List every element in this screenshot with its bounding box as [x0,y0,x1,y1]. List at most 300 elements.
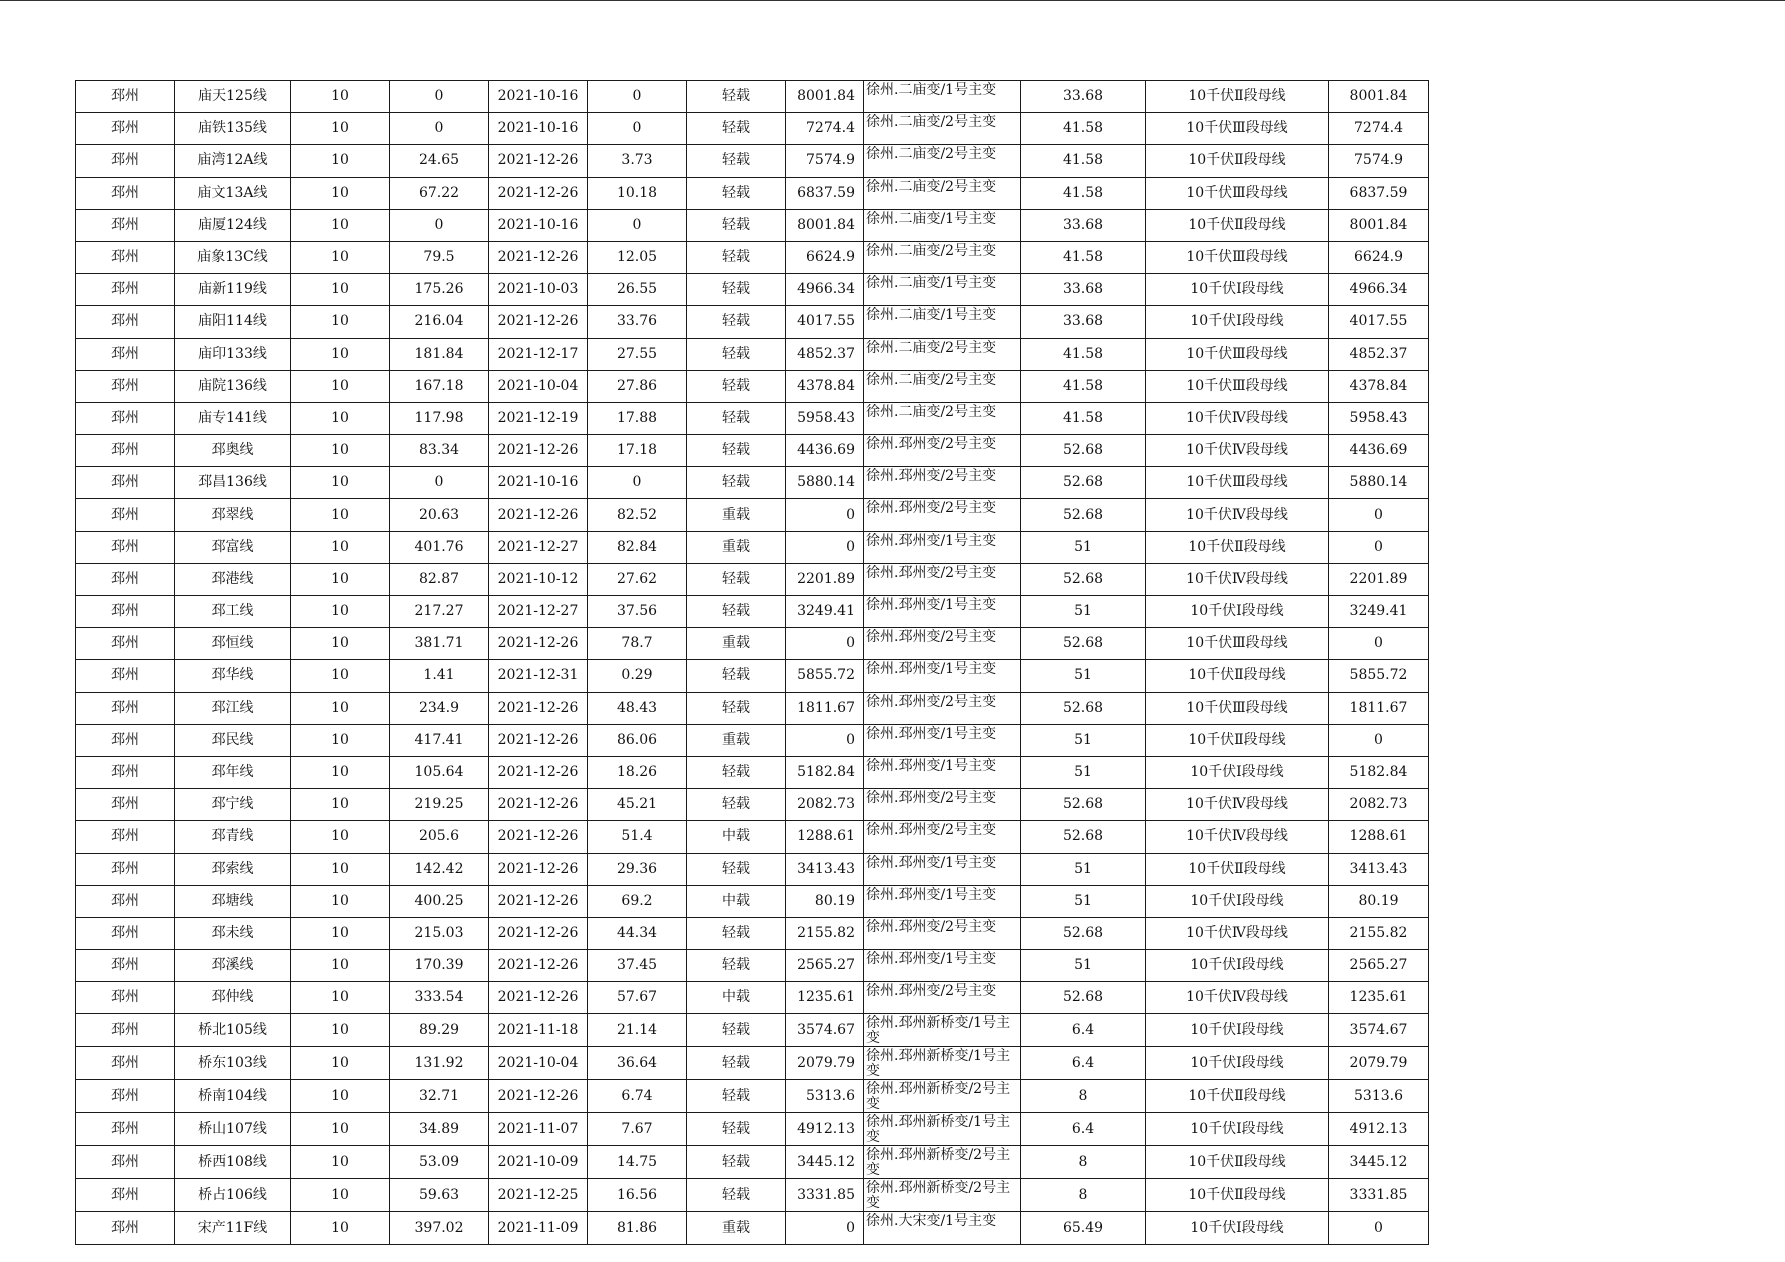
date-cell: 2021-12-26 [489,885,588,917]
transformer-cell: 徐州.二庙变/2号主变 [864,370,1021,402]
capacity-cell: 8001.84 [786,81,864,113]
transformer-cell: 徐州.邳州变/2号主变 [864,821,1021,853]
load-status-cell: 轻载 [687,917,786,949]
capacity-cell: 1288.61 [786,821,864,853]
date-cell: 2021-12-26 [489,435,588,467]
busbar-cell: 10千伏Ⅲ段母线 [1146,113,1329,145]
available-capacity-cell: 5880.14 [1329,467,1429,499]
table-body [76,81,1429,1245]
region-cell: 邳州 [76,402,175,434]
transformer-cell: 徐州.邳州变/2号主变 [864,692,1021,724]
table-row [76,435,1429,467]
date-cell: 2021-10-09 [489,1146,588,1179]
region-cell: 邳州 [76,241,175,273]
capacity-cell: 2079.79 [786,1047,864,1080]
line-name-cell: 庙新119线 [175,274,291,306]
available-capacity-cell: 6624.9 [1329,241,1429,273]
line-name-cell: 庙文13A线 [175,177,291,209]
available-capacity-cell: 0 [1329,1212,1429,1244]
busbar-cell: 10千伏Ⅰ段母线 [1146,1014,1329,1047]
load-rate-cell: 12.05 [588,241,687,273]
transformer-cell: 徐州.二庙变/1号主变 [864,274,1021,306]
load-value-cell: 131.92 [390,1047,489,1080]
busbar-cell: 10千伏Ⅳ段母线 [1146,435,1329,467]
transformer-cell: 徐州.邳州变/2号主变 [864,563,1021,595]
capacity-cell: 5880.14 [786,467,864,499]
voltage-cell: 10 [291,1146,390,1179]
region-cell: 邳州 [76,467,175,499]
transformer-load-cell: 51 [1021,950,1146,982]
load-rate-cell: 17.18 [588,435,687,467]
voltage-cell: 10 [291,209,390,241]
date-cell: 2021-12-26 [489,628,588,660]
load-value-cell: 216.04 [390,306,489,338]
region-cell: 邳州 [76,724,175,756]
region-cell: 邳州 [76,1179,175,1212]
transformer-cell: 徐州.邳州变/2号主变 [864,435,1021,467]
load-status-cell: 轻载 [687,1014,786,1047]
date-cell: 2021-10-16 [489,113,588,145]
transformer-cell: 徐州.邳州变/1号主变 [864,596,1021,628]
available-capacity-cell: 0 [1329,531,1429,563]
region-cell: 邳州 [76,885,175,917]
load-value-cell: 67.22 [390,177,489,209]
available-capacity-cell: 3574.67 [1329,1014,1429,1047]
region-cell: 邳州 [76,274,175,306]
load-rate-cell: 45.21 [588,789,687,821]
load-value-cell: 219.25 [390,789,489,821]
busbar-cell: 10千伏Ⅰ段母线 [1146,1212,1329,1244]
region-cell: 邳州 [76,1146,175,1179]
load-status-cell: 轻载 [687,338,786,370]
region-cell: 邳州 [76,1212,175,1244]
load-value-cell: 417.41 [390,724,489,756]
available-capacity-cell: 1235.61 [1329,982,1429,1014]
line-name-cell: 桥北105线 [175,1014,291,1047]
transformer-cell: 徐州.邳州变/1号主变 [864,531,1021,563]
voltage-cell: 10 [291,885,390,917]
load-value-cell: 20.63 [390,499,489,531]
available-capacity-cell: 4912.13 [1329,1113,1429,1146]
voltage-cell: 10 [291,789,390,821]
line-name-cell: 邳仲线 [175,982,291,1014]
table-row [76,1047,1429,1080]
region-cell: 邳州 [76,499,175,531]
capacity-cell: 4436.69 [786,435,864,467]
available-capacity-cell: 5313.6 [1329,1080,1429,1113]
load-status-cell: 轻载 [687,596,786,628]
table-row [76,241,1429,273]
capacity-cell: 5958.43 [786,402,864,434]
load-rate-cell: 18.26 [588,756,687,788]
table-row [76,274,1429,306]
capacity-cell: 4017.55 [786,306,864,338]
load-status-cell: 轻载 [687,563,786,595]
load-rate-cell: 82.84 [588,531,687,563]
table-row [76,821,1429,853]
transformer-load-cell: 6.4 [1021,1047,1146,1080]
load-value-cell: 142.42 [390,853,489,885]
transformer-cell: 徐州.邳州变/2号主变 [864,982,1021,1014]
busbar-cell: 10千伏Ⅱ段母线 [1146,81,1329,113]
busbar-cell: 10千伏Ⅳ段母线 [1146,982,1329,1014]
date-cell: 2021-12-25 [489,1179,588,1212]
date-cell: 2021-12-26 [489,917,588,949]
busbar-cell: 10千伏Ⅲ段母线 [1146,370,1329,402]
table-row [76,596,1429,628]
load-status-cell: 轻载 [687,950,786,982]
capacity-cell: 4912.13 [786,1113,864,1146]
capacity-cell: 2565.27 [786,950,864,982]
transformer-cell: 徐州.邳州新桥变/1号主变 [864,1113,1021,1146]
load-rate-cell: 10.18 [588,177,687,209]
transformer-load-cell: 52.68 [1021,628,1146,660]
load-rate-cell: 29.36 [588,853,687,885]
voltage-cell: 10 [291,1014,390,1047]
capacity-cell: 2155.82 [786,917,864,949]
load-status-cell: 轻载 [687,241,786,273]
date-cell: 2021-11-18 [489,1014,588,1047]
busbar-cell: 10千伏Ⅰ段母线 [1146,596,1329,628]
region-cell: 邳州 [76,660,175,692]
transformer-cell: 徐州.二庙变/2号主变 [864,177,1021,209]
region-cell: 邳州 [76,692,175,724]
busbar-cell: 10千伏Ⅳ段母线 [1146,563,1329,595]
load-status-cell: 轻载 [687,306,786,338]
region-cell: 邳州 [76,370,175,402]
line-name-cell: 邳民线 [175,724,291,756]
busbar-cell: 10千伏Ⅰ段母线 [1146,274,1329,306]
region-cell: 邳州 [76,81,175,113]
voltage-cell: 10 [291,756,390,788]
available-capacity-cell: 3249.41 [1329,596,1429,628]
transformer-load-cell: 8 [1021,1146,1146,1179]
busbar-cell: 10千伏Ⅱ段母线 [1146,1146,1329,1179]
line-name-cell: 邳华线 [175,660,291,692]
region-cell: 邳州 [76,596,175,628]
load-value-cell: 170.39 [390,950,489,982]
available-capacity-cell: 3331.85 [1329,1179,1429,1212]
region-cell: 邳州 [76,1113,175,1146]
busbar-cell: 10千伏Ⅲ段母线 [1146,177,1329,209]
load-rate-cell: 78.7 [588,628,687,660]
available-capacity-cell: 4966.34 [1329,274,1429,306]
voltage-cell: 10 [291,1113,390,1146]
line-name-cell: 邳江线 [175,692,291,724]
table-row [76,370,1429,402]
line-name-cell: 庙阳114线 [175,306,291,338]
available-capacity-cell: 0 [1329,499,1429,531]
available-capacity-cell: 4017.55 [1329,306,1429,338]
busbar-cell: 10千伏Ⅱ段母线 [1146,209,1329,241]
capacity-cell: 4852.37 [786,338,864,370]
load-value-cell: 205.6 [390,821,489,853]
voltage-cell: 10 [291,724,390,756]
voltage-cell: 10 [291,1047,390,1080]
date-cell: 2021-10-03 [489,274,588,306]
load-rate-cell: 21.14 [588,1014,687,1047]
load-status-cell: 轻载 [687,1080,786,1113]
date-cell: 2021-12-26 [489,853,588,885]
load-rate-cell: 44.34 [588,917,687,949]
busbar-cell: 10千伏Ⅲ段母线 [1146,338,1329,370]
capacity-cell: 7574.9 [786,145,864,177]
busbar-cell: 10千伏Ⅳ段母线 [1146,402,1329,434]
transformer-cell: 徐州.邳州变/1号主变 [864,853,1021,885]
available-capacity-cell: 2565.27 [1329,950,1429,982]
line-name-cell: 庙铁135线 [175,113,291,145]
capacity-cell: 1235.61 [786,982,864,1014]
table-row [76,563,1429,595]
available-capacity-cell: 6837.59 [1329,177,1429,209]
voltage-cell: 10 [291,81,390,113]
capacity-cell: 5313.6 [786,1080,864,1113]
transformer-load-cell: 33.68 [1021,306,1146,338]
line-name-cell: 邳年线 [175,756,291,788]
transformer-load-cell: 8 [1021,1179,1146,1212]
load-rate-cell: 0 [588,113,687,145]
date-cell: 2021-12-26 [489,982,588,1014]
load-rate-cell: 0 [588,209,687,241]
date-cell: 2021-12-17 [489,338,588,370]
table-row [76,531,1429,563]
table-row [76,209,1429,241]
region-cell: 邳州 [76,1080,175,1113]
load-value-cell: 105.64 [390,756,489,788]
transformer-load-cell: 41.58 [1021,338,1146,370]
available-capacity-cell: 3445.12 [1329,1146,1429,1179]
capacity-cell: 0 [786,628,864,660]
transformer-cell: 徐州.邳州变/2号主变 [864,628,1021,660]
transformer-cell: 徐州.二庙变/1号主变 [864,306,1021,338]
voltage-cell: 10 [291,177,390,209]
voltage-cell: 10 [291,982,390,1014]
load-status-cell: 轻载 [687,1146,786,1179]
load-rate-cell: 27.55 [588,338,687,370]
table-row [76,789,1429,821]
date-cell: 2021-12-27 [489,531,588,563]
region-cell: 邳州 [76,306,175,338]
transformer-cell: 徐州.二庙变/2号主变 [864,402,1021,434]
transformer-load-cell: 6.4 [1021,1113,1146,1146]
voltage-cell: 10 [291,821,390,853]
transformer-cell: 徐州.二庙变/1号主变 [864,209,1021,241]
load-rate-cell: 16.56 [588,1179,687,1212]
date-cell: 2021-12-26 [489,756,588,788]
date-cell: 2021-12-26 [489,306,588,338]
load-rate-cell: 0.29 [588,660,687,692]
load-status-cell: 轻载 [687,1113,786,1146]
transformer-load-cell: 33.68 [1021,209,1146,241]
table-row [76,917,1429,949]
load-value-cell: 333.54 [390,982,489,1014]
load-value-cell: 117.98 [390,402,489,434]
region-cell: 邳州 [76,950,175,982]
busbar-cell: 10千伏Ⅲ段母线 [1146,628,1329,660]
capacity-cell: 6837.59 [786,177,864,209]
busbar-cell: 10千伏Ⅲ段母线 [1146,467,1329,499]
date-cell: 2021-10-16 [489,81,588,113]
region-cell: 邳州 [76,113,175,145]
load-rate-cell: 17.88 [588,402,687,434]
capacity-cell: 5855.72 [786,660,864,692]
available-capacity-cell: 4852.37 [1329,338,1429,370]
voltage-cell: 10 [291,370,390,402]
load-status-cell: 重载 [687,499,786,531]
region-cell: 邳州 [76,821,175,853]
transformer-cell: 徐州.邳州新桥变/1号主变 [864,1047,1021,1080]
line-name-cell: 桥占106线 [175,1179,291,1212]
voltage-cell: 10 [291,274,390,306]
voltage-cell: 10 [291,1179,390,1212]
voltage-cell: 10 [291,467,390,499]
capacity-cell: 0 [786,531,864,563]
load-status-cell: 轻载 [687,467,786,499]
busbar-cell: 10千伏Ⅰ段母线 [1146,885,1329,917]
load-value-cell: 59.63 [390,1179,489,1212]
load-status-cell: 轻载 [687,145,786,177]
transformer-cell: 徐州.邳州变/1号主变 [864,950,1021,982]
region-cell: 邳州 [76,145,175,177]
transformer-cell: 徐州.二庙变/2号主变 [864,241,1021,273]
table-row [76,177,1429,209]
date-cell: 2021-12-26 [489,724,588,756]
load-rate-cell: 6.74 [588,1080,687,1113]
date-cell: 2021-12-27 [489,596,588,628]
voltage-cell: 10 [291,241,390,273]
region-cell: 邳州 [76,789,175,821]
load-status-cell: 轻载 [687,789,786,821]
date-cell: 2021-10-16 [489,209,588,241]
voltage-cell: 10 [291,692,390,724]
transformer-cell: 徐州.邳州变/1号主变 [864,756,1021,788]
available-capacity-cell: 5958.43 [1329,402,1429,434]
transformer-cell: 徐州.二庙变/2号主变 [864,113,1021,145]
table-row [76,1080,1429,1113]
capacity-cell: 3445.12 [786,1146,864,1179]
transformer-load-cell: 51 [1021,531,1146,563]
load-value-cell: 397.02 [390,1212,489,1244]
date-cell: 2021-12-26 [489,177,588,209]
voltage-cell: 10 [291,628,390,660]
busbar-cell: 10千伏Ⅰ段母线 [1146,1113,1329,1146]
capacity-cell: 3249.41 [786,596,864,628]
capacity-cell: 3331.85 [786,1179,864,1212]
available-capacity-cell: 5182.84 [1329,756,1429,788]
capacity-cell: 0 [786,1212,864,1244]
region-cell: 邳州 [76,756,175,788]
load-status-cell: 重载 [687,628,786,660]
busbar-cell: 10千伏Ⅱ段母线 [1146,853,1329,885]
load-status-cell: 中载 [687,885,786,917]
capacity-cell: 80.19 [786,885,864,917]
available-capacity-cell: 4436.69 [1329,435,1429,467]
table-row [76,1179,1429,1212]
voltage-cell: 10 [291,660,390,692]
load-status-cell: 轻载 [687,113,786,145]
transformer-cell: 徐州.邳州变/1号主变 [864,660,1021,692]
line-name-cell: 宋产11F线 [175,1212,291,1244]
voltage-cell: 10 [291,113,390,145]
load-rate-cell: 14.75 [588,1146,687,1179]
voltage-cell: 10 [291,853,390,885]
date-cell: 2021-12-26 [489,1080,588,1113]
capacity-cell: 2082.73 [786,789,864,821]
available-capacity-cell: 7274.4 [1329,113,1429,145]
voltage-cell: 10 [291,402,390,434]
transformer-load-cell: 41.58 [1021,402,1146,434]
line-name-cell: 邳恒线 [175,628,291,660]
line-name-cell: 邳工线 [175,596,291,628]
busbar-cell: 10千伏Ⅳ段母线 [1146,499,1329,531]
capacity-cell: 8001.84 [786,209,864,241]
date-cell: 2021-10-16 [489,467,588,499]
table-row [76,306,1429,338]
load-status-cell: 轻载 [687,370,786,402]
line-name-cell: 邳翠线 [175,499,291,531]
capacity-cell: 3574.67 [786,1014,864,1047]
region-cell: 邳州 [76,1014,175,1047]
date-cell: 2021-12-26 [489,241,588,273]
capacity-cell: 6624.9 [786,241,864,273]
line-name-cell: 邳宁线 [175,789,291,821]
busbar-cell: 10千伏Ⅳ段母线 [1146,917,1329,949]
load-status-cell: 中载 [687,982,786,1014]
load-rate-cell: 27.62 [588,563,687,595]
load-value-cell: 175.26 [390,274,489,306]
available-capacity-cell: 2079.79 [1329,1047,1429,1080]
available-capacity-cell: 2201.89 [1329,563,1429,595]
date-cell: 2021-12-26 [489,145,588,177]
line-name-cell: 邳溪线 [175,950,291,982]
load-status-cell: 轻载 [687,756,786,788]
table-row [76,467,1429,499]
load-status-cell: 轻载 [687,660,786,692]
capacity-cell: 2201.89 [786,563,864,595]
busbar-cell: 10千伏Ⅱ段母线 [1146,660,1329,692]
load-value-cell: 32.71 [390,1080,489,1113]
date-cell: 2021-10-12 [489,563,588,595]
load-value-cell: 401.76 [390,531,489,563]
load-rate-cell: 37.45 [588,950,687,982]
voltage-cell: 10 [291,563,390,595]
load-status-cell: 轻载 [687,692,786,724]
date-cell: 2021-12-31 [489,660,588,692]
capacity-cell: 7274.4 [786,113,864,145]
line-name-cell: 邳富线 [175,531,291,563]
available-capacity-cell: 3413.43 [1329,853,1429,885]
transformer-load-cell: 51 [1021,885,1146,917]
load-value-cell: 0 [390,81,489,113]
available-capacity-cell: 7574.9 [1329,145,1429,177]
available-capacity-cell: 0 [1329,724,1429,756]
region-cell: 邳州 [76,982,175,1014]
load-rate-cell: 69.2 [588,885,687,917]
load-value-cell: 0 [390,209,489,241]
date-cell: 2021-12-26 [489,692,588,724]
table-row [76,499,1429,531]
transformer-load-cell: 52.68 [1021,917,1146,949]
voltage-cell: 10 [291,145,390,177]
line-name-cell: 邳未线 [175,917,291,949]
line-name-cell: 庙天125线 [175,81,291,113]
available-capacity-cell: 8001.84 [1329,209,1429,241]
load-status-cell: 轻载 [687,435,786,467]
line-name-cell: 邳塘线 [175,885,291,917]
voltage-cell: 10 [291,338,390,370]
load-rate-cell: 81.86 [588,1212,687,1244]
capacity-cell: 3413.43 [786,853,864,885]
